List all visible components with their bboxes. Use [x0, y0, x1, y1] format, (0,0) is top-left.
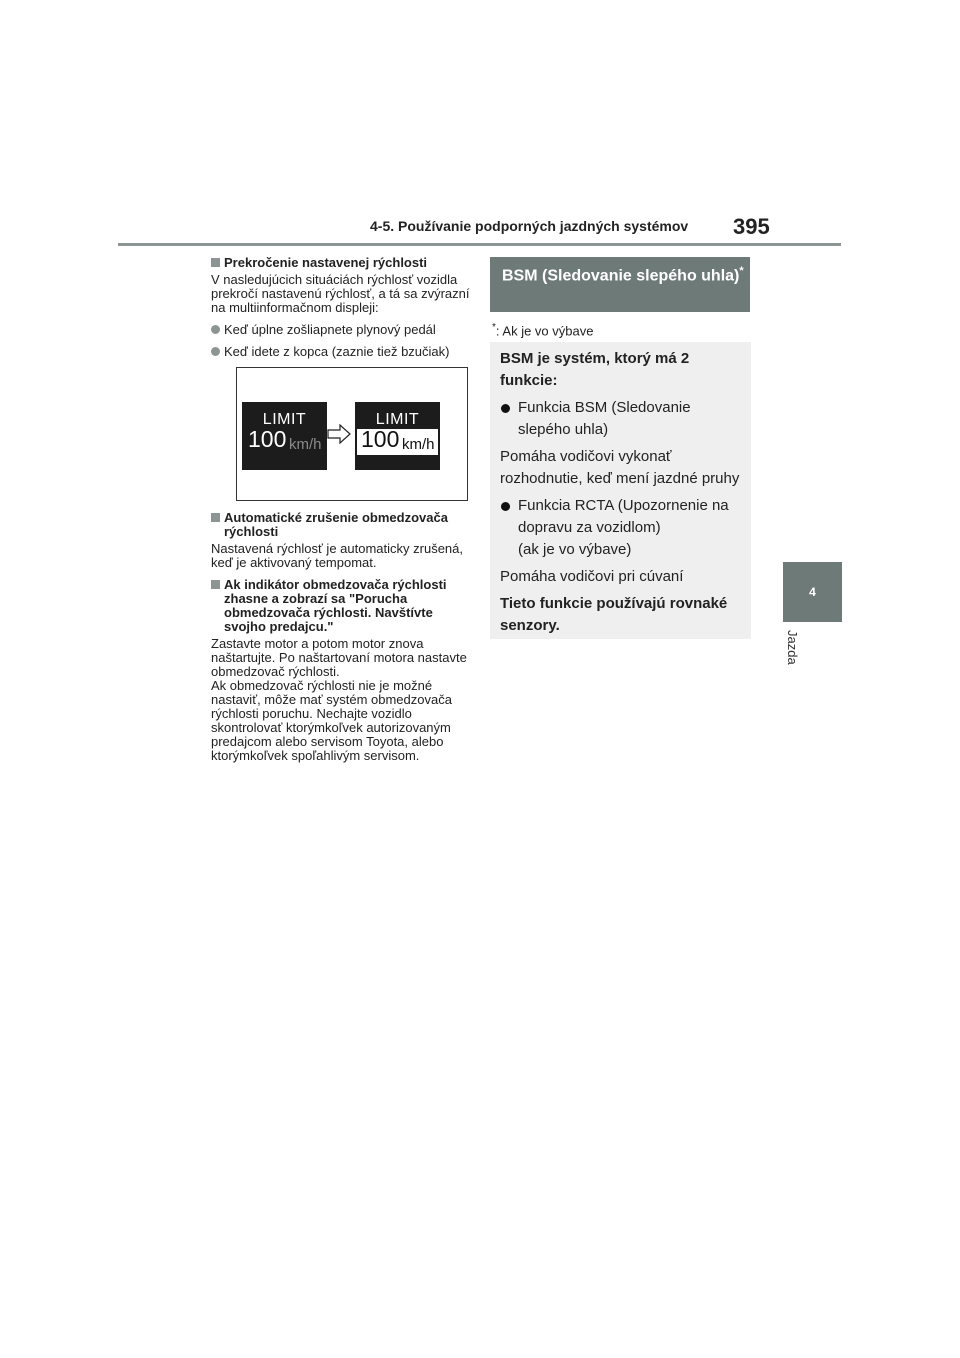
limit-display-figure	[236, 367, 468, 501]
limit-title: LIMIT	[375, 411, 420, 428]
running-header: 4-5. Používanie podporných jazdných systémov	[370, 218, 689, 234]
section-heading-auto-cancel: Automatické zrušenie obmedzovača rýchlosti	[211, 511, 473, 539]
note-text: : Ak je vo výbave	[495, 323, 594, 339]
info-footer: Tieto funkcie používajú rovnaké senzory.	[500, 595, 728, 634]
limit-unit: km/h	[402, 436, 435, 453]
info-text-rcta: Pomáha vodičovi pri cúvaní	[500, 568, 684, 585]
section-text-auto-cancel: Nastavená rýchlosť je automaticky zrušená, keď je aktivovaný tempomat.	[211, 541, 463, 570]
info-bullet-rcta-extra: (ak je vo výbave)	[518, 541, 632, 558]
section-banner	[490, 257, 750, 312]
bullet-pedal: Keď úplne zošliapnete plynový pedál	[211, 323, 473, 337]
limit-display-highlighted	[355, 402, 440, 470]
left-column	[211, 256, 473, 771]
section-text-malfunction-1: Zastavte motor a potom motor znova naštartujte. Po naštartovaní motora nastavte obmedzovač rýchlosti.	[211, 636, 467, 679]
limit-value: 100	[361, 426, 400, 452]
chapter-label	[784, 630, 804, 672]
section-heading-malfunction: Ak indikátor obmedzovača rýchlosti zhasne a zobrazí sa "Porucha obmedzovača rýchlosti. Navštívte svojho predajcu."	[211, 578, 473, 634]
banner-footnote-mark: *	[739, 265, 744, 277]
banner-title: BSM (Sledovanie slepého uhla)	[502, 267, 740, 285]
limit-unit: km/h	[289, 436, 322, 453]
limit-display-normal	[242, 402, 327, 470]
chapter-label-text: Jazda	[785, 630, 800, 665]
info-bullet-bsm: Funkcia BSM (Sledovanie slepého uhla)	[500, 397, 743, 441]
section-text-malfunction-2: Ak obmedzovač rýchlosti nie je možné nastaviť, môže mať systém obmedzovača rýchlosti poruchu. Nechajte vozidlo skontrolovať ktorýmkoľvek autorizovaným predajcom alebo servisom Toyota, alebo ktorýmkoľvek spoľahlivým servisom.	[211, 678, 452, 763]
availability-note	[492, 322, 593, 338]
page-number: 395	[733, 214, 770, 239]
limit-value: 100	[248, 426, 287, 452]
arrow-right-icon	[327, 424, 351, 444]
limit-title: LIMIT	[262, 411, 307, 428]
info-bullet-rcta: Funkcia RCTA (Upozornenie na dopravu za vozidlom)	[500, 495, 743, 539]
info-text-bsm: Pomáha vodičovi vykonať rozhodnutie, keď mení jazdné pruhy	[500, 448, 740, 487]
section-text-exceed: V nasledujúcich situáciách rýchlosť vozidla prekročí nastavenú rýchlosť, a tá sa zvýrazní na multiinformačnom displeji:	[211, 272, 470, 315]
header-rule	[118, 243, 841, 246]
section-heading-exceed: Prekročenie nastavenej rýchlosti	[211, 256, 473, 270]
info-intro: BSM je systém, ktorý má 2 funkcie:	[500, 350, 690, 389]
bullet-downhill: Keď idete z kopca (zaznie tiež bzučiak)	[211, 345, 473, 359]
chapter-tab: 4	[783, 562, 842, 622]
note-mark: *	[492, 322, 496, 333]
bsm-info-box	[490, 342, 751, 639]
